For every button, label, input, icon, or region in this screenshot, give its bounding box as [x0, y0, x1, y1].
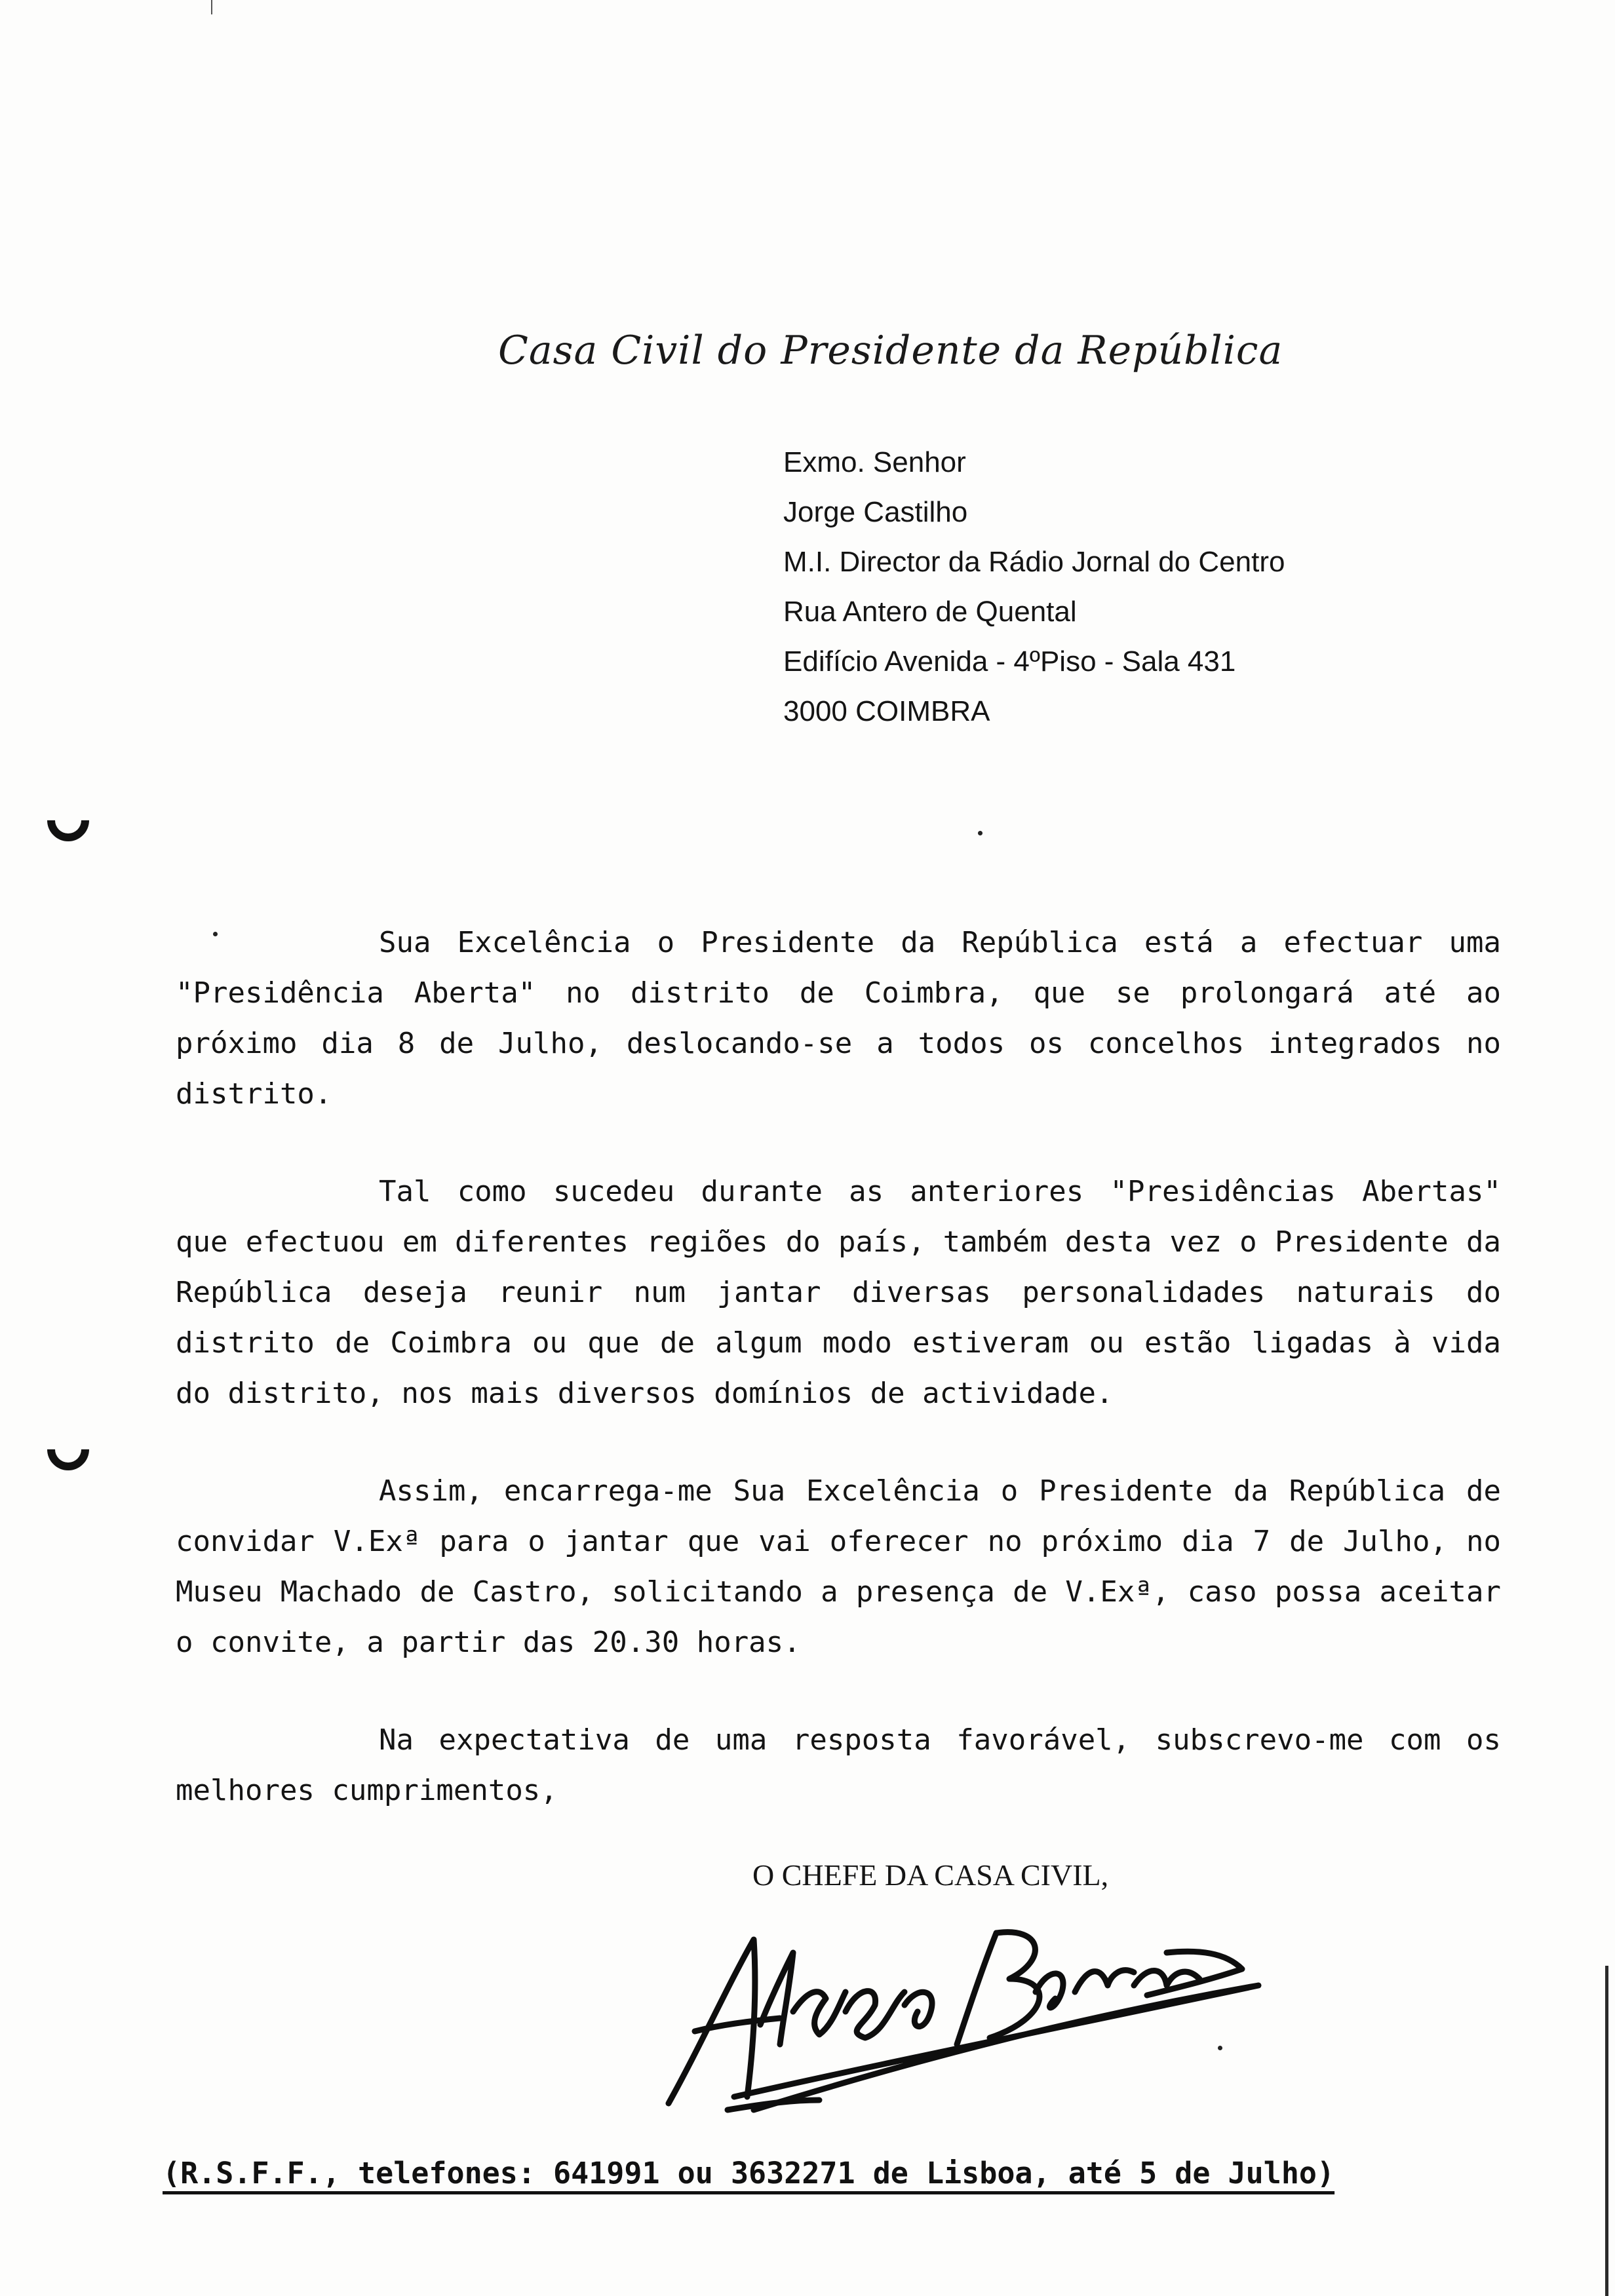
body-paragraph: Assim, encarrega-me Sua Excelência o Presidente da República de convidar V.Exª para o jantar que vai oferecer no próximo dia 7 de Julho, no Museu Machado de Castro, solicitando a presença de V.Exª, caso possa aceitar o convite, a partir das 20.30 horas. [176, 1474, 1501, 1659]
speck [978, 831, 983, 835]
recipient-salutation: Exmo. Senhor [783, 446, 966, 478]
body-paragraph: Sua Excelência o Presidente da República está a efectuar uma "Presidência Aberta" no distrito de Coimbra, que se prolongará até ao próximo dia 8 de Julho, deslocando-se a todos os concelhos integrados no distrito. [176, 926, 1501, 1111]
recipient-city: 3000 COIMBRA [783, 695, 990, 727]
scan-edge-shadow [1605, 1966, 1608, 2296]
body-paragraph: Na expectativa de uma resposta favorável, subscrevo-me com os melhores cumprimentos, [176, 1723, 1501, 1807]
closing-title: O CHEFE DA CASA CIVIL, [752, 1858, 1109, 1892]
punch-hole-mark [39, 791, 98, 851]
recipient-address [783, 438, 1537, 737]
letter-body [176, 917, 1501, 1863]
recipient-street: Rua Antero de Quental [783, 596, 1077, 628]
handwritten-signature [649, 1913, 1291, 2130]
recipient-title: M.I. Director da Rádio Jornal do Centro [783, 546, 1285, 578]
footer-note: (R.S.F.F., telefones: 641991 ou 3632271 de Lisboa, até 5 de Julho) [163, 2156, 1335, 2191]
scan-edge-mark [211, 0, 212, 14]
punch-hole-mark [39, 1420, 98, 1480]
recipient-building: Edifício Avenida - 4ºPiso - Sala 431 [783, 645, 1236, 678]
body-paragraph: Tal como sucedeu durante as anteriores "Presidências Abertas" que efectuou em diferentes regiões do país, também desta vez o Presidente da República deseja reunir num jantar diversas personalidades naturais do distrito de Coimbra ou que de algum modo estiveram ou estão ligadas à vida do distrito, nos mais diversos domínios de actividade. [176, 1175, 1501, 1410]
letterhead: Casa Civil do Presidente da República [498, 328, 1283, 373]
recipient-name: Jorge Castilho [783, 496, 968, 528]
